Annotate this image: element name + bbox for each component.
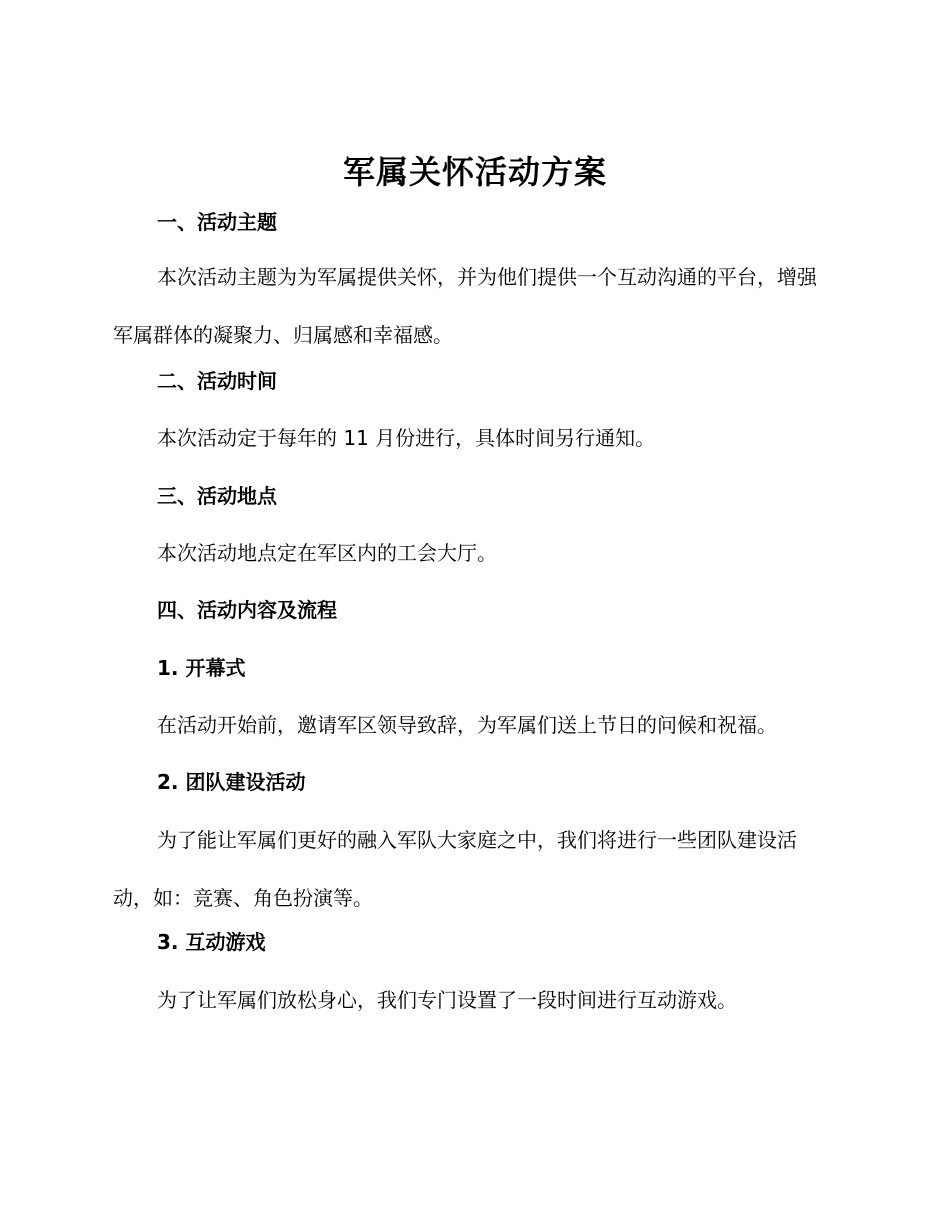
section-heading-theme: 一、活动主题 bbox=[157, 210, 277, 234]
subsection-heading-team-building: 2. 团队建设活动 bbox=[157, 770, 306, 794]
section-heading-content: 四、活动内容及流程 bbox=[157, 598, 337, 622]
subsection-body-opening: 在活动开始前，邀请军区领导致辞，为军属们送上节日的问候和祝福。 bbox=[157, 713, 777, 737]
section-heading-time: 二、活动时间 bbox=[157, 369, 277, 393]
subsection-heading-opening: 1. 开幕式 bbox=[157, 656, 246, 680]
section-body-time: 本次活动定于每年的 11 月份进行，具体时间另行通知。 bbox=[157, 426, 656, 450]
section-body-theme: 本次活动主题为为军属提供关怀，并为他们提供一个互动沟通的平台，增强军属群体的凝聚力、归属感和幸福感。 bbox=[113, 265, 817, 347]
section-heading-location: 三、活动地点 bbox=[157, 484, 277, 508]
document-title: 军属关怀活动方案 bbox=[342, 153, 607, 191]
section-body-location: 本次活动地点定在军区内的工会大厅。 bbox=[157, 541, 497, 565]
subsection-body-team-building: 为了能让军属们更好的融入军队大家庭之中，我们将进行一些团队建设活动，如：竞赛、角色扮演等。 bbox=[113, 828, 797, 910]
subsection-heading-games: 3. 互动游戏 bbox=[157, 930, 266, 954]
subsection-body-games: 为了让军属们放松身心，我们专门设置了一段时间进行互动游戏。 bbox=[157, 988, 737, 1012]
